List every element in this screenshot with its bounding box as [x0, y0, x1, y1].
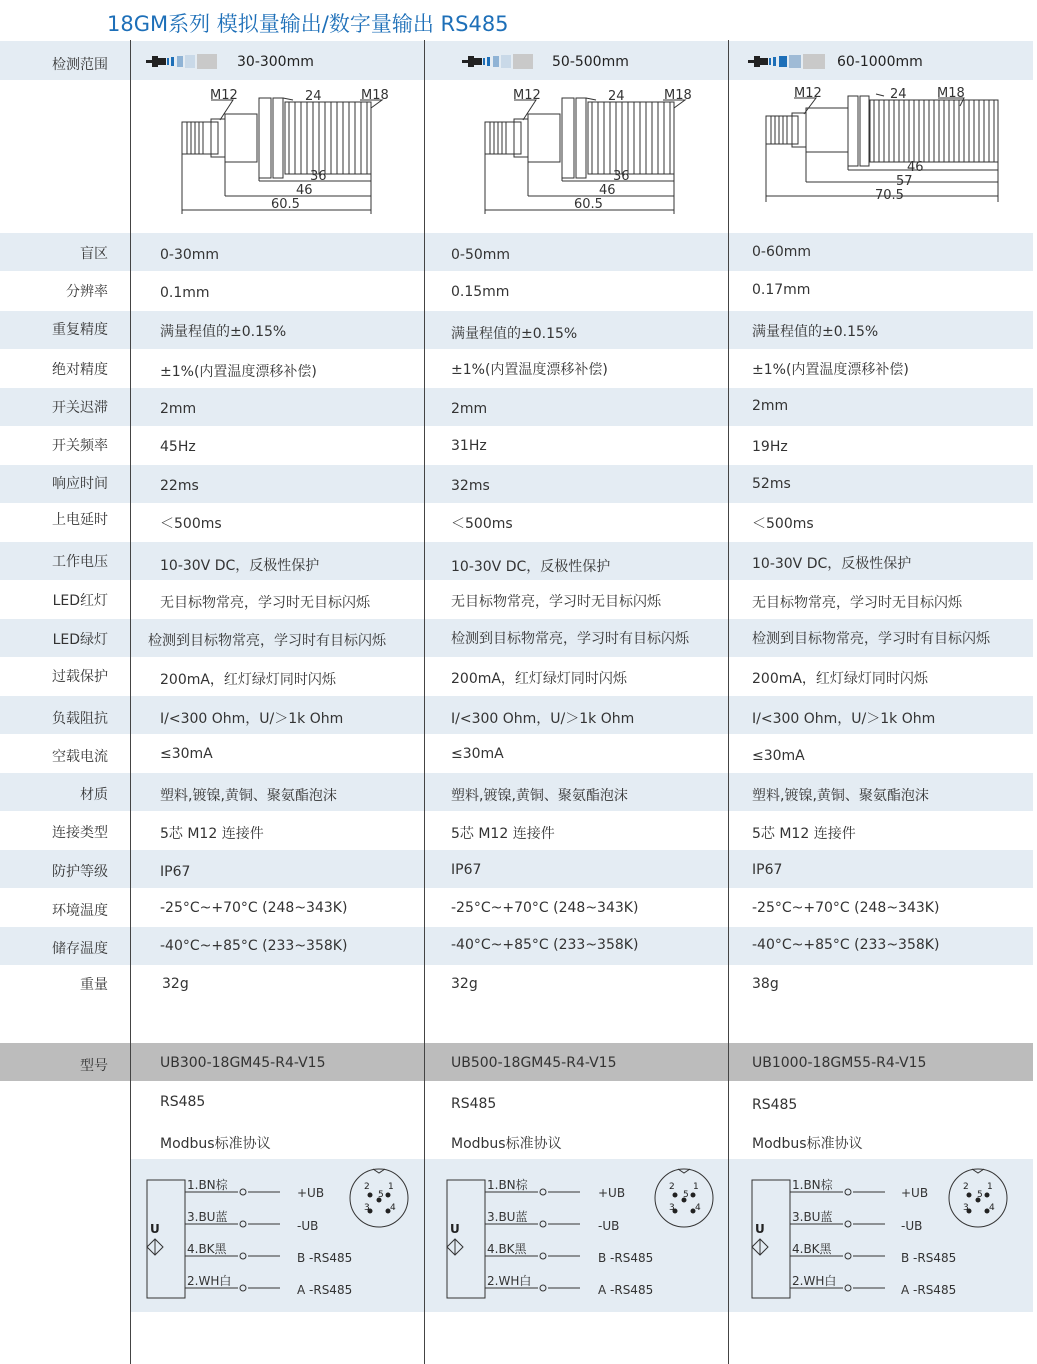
- range-value: 50-500mm: [552, 54, 629, 70]
- drawing-label-wrench: 24: [890, 87, 907, 102]
- interface-value: RS485: [752, 1097, 798, 1113]
- spec-label: 上电延时: [52, 512, 108, 528]
- spec-value: ＜500ms: [451, 516, 513, 532]
- band-spec: [0, 233, 1033, 271]
- model-value: UB300-18GM45-R4-V15: [160, 1055, 326, 1071]
- pin-number: 5: [378, 1190, 384, 1200]
- spec-value: ≤30mA: [752, 748, 805, 764]
- spec-value: ≤30mA: [160, 746, 213, 762]
- spec-value: 塑料,镀镍,黄铜、聚氨酯泡沫: [752, 788, 929, 804]
- spec-value: 塑料,镀镍,黄铜、聚氨酯泡沫: [160, 788, 337, 804]
- wiring-diagram: [440, 1165, 720, 1305]
- spec-value: -25°C~+70°C (248~343K): [160, 900, 348, 916]
- column-divider: [728, 40, 729, 1364]
- pin-number: 4: [695, 1203, 701, 1213]
- drawing-label-connector: M12: [513, 88, 541, 103]
- spec-value: -25°C~+70°C (248~343K): [451, 900, 639, 916]
- spec-value: 32g: [451, 976, 478, 992]
- probe-icon: [146, 53, 218, 71]
- spec-value: 塑料,镀镍,黄铜、聚氨酯泡沫: [451, 788, 628, 804]
- drawing-label-thread: M18: [664, 88, 692, 103]
- wire-label: 3.BU蓝: [187, 1210, 228, 1224]
- spec-label: 重量: [80, 977, 108, 993]
- spec-value: -40°C~+85°C (233~358K): [451, 937, 639, 953]
- spec-label: 分辨率: [66, 284, 108, 300]
- spec-value: 0.1mm: [160, 285, 210, 301]
- signal-label: +UB: [901, 1186, 929, 1200]
- drawing-dim: 36: [613, 169, 630, 184]
- band-spec: [0, 388, 1033, 426]
- spec-label: 开关频率: [52, 438, 108, 454]
- spec-value: -25°C~+70°C (248~343K): [752, 900, 940, 916]
- spec-value: 检测到目标物常亮，学习时有目标闪烁: [148, 633, 386, 649]
- spec-value: 200mA，红灯绿灯同时闪烁: [451, 671, 627, 687]
- spec-value: 52ms: [752, 476, 791, 492]
- drawing-dim: 46: [296, 183, 313, 198]
- spec-value: 10-30V DC，反极性保护: [752, 556, 912, 572]
- spec-value: 10-30V DC，反极性保护: [160, 558, 320, 574]
- pin-number: 2: [364, 1182, 370, 1192]
- spec-value: IP67: [451, 862, 482, 878]
- model-value: UB500-18GM45-R4-V15: [451, 1055, 617, 1071]
- interface-value: RS485: [451, 1096, 497, 1112]
- drawing-label-wrench: 24: [608, 89, 625, 104]
- sensor-symbol: U: [150, 1222, 160, 1236]
- spec-value: 2mm: [752, 398, 789, 414]
- drawing-dim: 46: [907, 160, 924, 175]
- signal-label: -UB: [598, 1219, 620, 1233]
- page-title: 18GM系列 模拟量输出/数字量输出 RS485: [107, 12, 509, 36]
- sensor-drawing: [175, 84, 400, 218]
- column-divider: [424, 40, 425, 1364]
- spec-value: 22ms: [160, 478, 199, 494]
- pin-number: 5: [977, 1190, 983, 1200]
- range-label: 检测范围: [52, 57, 108, 73]
- spec-value: 200mA，红灯绿灯同时闪烁: [752, 671, 928, 687]
- spec-value: 5芯 M12 连接件: [451, 826, 555, 842]
- spec-label: 防护等级: [52, 864, 108, 880]
- drawing-label-thread: M18: [937, 86, 965, 101]
- drawing-dim: 36: [310, 169, 327, 184]
- pin-number: 5: [683, 1190, 689, 1200]
- spec-value: IP67: [752, 862, 783, 878]
- spec-value: ＜500ms: [160, 516, 222, 532]
- pin-number: 1: [987, 1182, 993, 1192]
- spec-value: 满量程值的±0.15%: [160, 324, 287, 340]
- signal-label: +UB: [297, 1186, 325, 1200]
- spec-value: IP67: [160, 864, 191, 880]
- sensor-drawing: [478, 84, 703, 218]
- spec-value: 0-30mm: [160, 247, 220, 263]
- wire-label: 2.WH白: [792, 1274, 837, 1288]
- spec-value: -40°C~+85°C (233~358K): [752, 937, 940, 953]
- spec-label: 重复精度: [52, 322, 108, 338]
- protocol-value: Modbus标准协议: [160, 1136, 271, 1152]
- probe-icon: [748, 53, 826, 71]
- spec-value: I/<300 Ohm，U/＞1k Ohm: [451, 711, 635, 727]
- spec-value: I/<300 Ohm，U/＞1k Ohm: [752, 711, 936, 727]
- wire-label: 3.BU蓝: [792, 1210, 833, 1224]
- spec-value: 无目标物常亮，学习时无目标闪烁: [160, 595, 370, 611]
- spec-label: 环境温度: [52, 903, 108, 919]
- sensor-symbol: U: [755, 1222, 765, 1236]
- drawing-dim: 60.5: [271, 197, 300, 212]
- spec-value: 0-50mm: [451, 247, 511, 263]
- spec-label: LED绿灯: [52, 632, 108, 648]
- sensor-drawing: [760, 84, 1005, 204]
- drawing-dim: 46: [599, 183, 616, 198]
- spec-value: 满量程值的±0.15%: [752, 324, 879, 340]
- spec-label: 材质: [80, 787, 108, 803]
- drawing-label-thread: M18: [361, 88, 389, 103]
- spec-value: ±1%(内置温度漂移补偿): [451, 362, 608, 378]
- wire-label: 1.BN棕: [487, 1178, 528, 1192]
- spec-value: 31Hz: [451, 438, 487, 454]
- spec-value: 38g: [752, 976, 779, 992]
- drawing-dim: 60.5: [574, 197, 603, 212]
- band-spec: [0, 465, 1033, 503]
- spec-value: 检测到目标物常亮，学习时有目标闪烁: [451, 631, 689, 647]
- range-value: 60-1000mm: [837, 54, 923, 70]
- pin-number: 1: [693, 1182, 699, 1192]
- spec-value: I/<300 Ohm，U/＞1k Ohm: [160, 711, 344, 727]
- spec-value: 无目标物常亮，学习时无目标闪烁: [752, 595, 962, 611]
- wire-label: 1.BN棕: [792, 1178, 833, 1192]
- spec-label: 盲区: [80, 246, 108, 262]
- spec-value: -40°C~+85°C (233~358K): [160, 938, 348, 954]
- signal-label: B -RS485: [901, 1251, 957, 1265]
- interface-value: RS485: [160, 1094, 206, 1110]
- spec-label: 储存温度: [52, 941, 108, 957]
- spec-value: ±1%(内置温度漂移补偿): [752, 362, 909, 378]
- wire-label: 3.BU蓝: [487, 1210, 528, 1224]
- pin-number: 3: [963, 1203, 969, 1213]
- drawing-label-connector: M12: [794, 86, 822, 101]
- spec-value: 2mm: [160, 401, 197, 417]
- spec-value: 0.15mm: [451, 284, 510, 300]
- signal-label: -UB: [297, 1219, 319, 1233]
- spec-label: 工作电压: [52, 554, 108, 570]
- spec-label: 过载保护: [52, 669, 108, 685]
- spec-value: 5芯 M12 连接件: [752, 826, 856, 842]
- spec-label: 连接类型: [52, 825, 108, 841]
- signal-label: A -RS485: [901, 1283, 957, 1297]
- spec-value: 0.17mm: [752, 282, 811, 298]
- model-label: 型号: [80, 1058, 108, 1074]
- spec-value: 5芯 M12 连接件: [160, 826, 264, 842]
- probe-icon: [462, 53, 534, 71]
- spec-value: ＜500ms: [752, 516, 814, 532]
- signal-label: A -RS485: [598, 1283, 654, 1297]
- spec-value: ±1%(内置温度漂移补偿): [160, 364, 317, 380]
- signal-label: B -RS485: [297, 1251, 353, 1265]
- spec-label: 开关迟滞: [52, 400, 108, 416]
- wire-label: 4.BK黑: [792, 1242, 832, 1256]
- pin-number: 2: [669, 1182, 675, 1192]
- pin-number: 2: [963, 1182, 969, 1192]
- spec-value: 10-30V DC，反极性保护: [451, 559, 611, 575]
- column-divider: [130, 40, 131, 1364]
- sensor-symbol: U: [450, 1222, 460, 1236]
- pin-number: 1: [388, 1182, 394, 1192]
- wire-label: 2.WH白: [487, 1274, 532, 1288]
- drawing-dim: 70.5: [875, 188, 904, 203]
- wiring-diagram: [140, 1165, 420, 1305]
- signal-label: -UB: [901, 1219, 923, 1233]
- spec-value: ≤30mA: [451, 746, 504, 762]
- spec-label: 绝对精度: [52, 362, 108, 378]
- wiring-diagram: [745, 1165, 1025, 1305]
- signal-label: B -RS485: [598, 1251, 654, 1265]
- model-value: UB1000-18GM55-R4-V15: [752, 1055, 927, 1071]
- spec-value: 32ms: [451, 478, 490, 494]
- protocol-value: Modbus标准协议: [752, 1136, 863, 1152]
- wire-label: 1.BN棕: [187, 1178, 228, 1192]
- spec-value: 45Hz: [160, 439, 196, 455]
- pin-number: 3: [364, 1203, 370, 1213]
- spec-value: 满量程值的±0.15%: [451, 326, 578, 342]
- range-value: 30-300mm: [237, 54, 314, 70]
- spec-value: 32g: [162, 976, 189, 992]
- drawing-dim: 57: [896, 174, 913, 189]
- spec-label: 空载电流: [52, 749, 108, 765]
- spec-value: 200mA，红灯绿灯同时闪烁: [160, 672, 336, 688]
- wire-label: 2.WH白: [187, 1274, 232, 1288]
- spec-label: 负载阻抗: [52, 711, 108, 727]
- drawing-label-connector: M12: [210, 88, 238, 103]
- signal-label: +UB: [598, 1186, 626, 1200]
- band-spec: [0, 850, 1033, 888]
- wire-label: 4.BK黑: [187, 1242, 227, 1256]
- spec-value: 2mm: [451, 401, 488, 417]
- spec-label: LED红灯: [52, 593, 108, 609]
- pin-number: 3: [669, 1203, 675, 1213]
- spec-value: 19Hz: [752, 439, 788, 455]
- spec-label: 响应时间: [52, 476, 108, 492]
- pin-number: 4: [390, 1203, 396, 1213]
- signal-label: A -RS485: [297, 1283, 353, 1297]
- pin-number: 4: [989, 1203, 995, 1213]
- protocol-value: Modbus标准协议: [451, 1136, 562, 1152]
- spec-value: 检测到目标物常亮，学习时有目标闪烁: [752, 631, 990, 647]
- spec-value: 0-60mm: [752, 244, 812, 260]
- drawing-label-wrench: 24: [305, 89, 322, 104]
- wire-label: 4.BK黑: [487, 1242, 527, 1256]
- spec-value: 无目标物常亮，学习时无目标闪烁: [451, 594, 661, 610]
